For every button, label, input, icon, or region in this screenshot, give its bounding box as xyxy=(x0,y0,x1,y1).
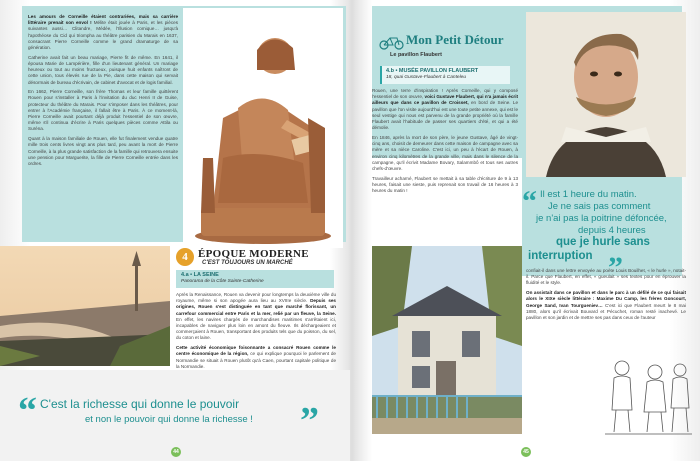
seine-text xyxy=(176,292,336,373)
pull-quote xyxy=(0,370,350,461)
corneille-text xyxy=(28,14,178,171)
big-quote-line-2: Je ne sais pas comment xyxy=(548,201,651,212)
corneille-paragraph-4: Quant à la maison familiale de Rouen, elle fut finalement vendue quatre mille trois cents livres vingt ans plus tard, peu avant la mort de Pierre Corneille, à la plus grande satisfaction de la famille qui retrouvera ensuite une pension pour Marguerite, la fille de Pierre Corneille entrée dans les ordres. xyxy=(28,136,178,166)
big-quote-line-1: Il est 1 heure du matin. xyxy=(540,189,637,200)
flaubert-paragraph-5: On assistait dans ce pavillon et dans le parc à un défilé de ce qui faisait alors le XIXe siècle littéraire : Maxime Du Camp, les frères Goncourt, George Sand, Ivan Tourgueniev… C'est ici que Flaubert meurt le 8 mai 1880, alors qu'il écrivait Bouvard et Pécuchet, roman resté inachevé. Le pavillon et son jardin et de mettre ses pas dans ceux de l'auteur xyxy=(526,290,686,320)
pavillon-label-title: 4.b • MUSÉE PAVILLON FLAUBERT xyxy=(386,68,479,74)
right-page xyxy=(350,0,700,461)
section-title: ÉPOQUE MODERNE xyxy=(198,248,309,260)
mon-petit-detour-title: Mon Petit Détour xyxy=(406,32,504,47)
big-quote-open-icon: “ xyxy=(522,185,537,218)
open-quote-icon: “ xyxy=(18,390,37,432)
corneille-statue-photo xyxy=(183,8,343,248)
flaubert-text xyxy=(372,88,518,198)
flaubert-portrait xyxy=(526,12,686,177)
section-subtitle: C'EST TOUJOURS UN MARCHÉ xyxy=(202,260,293,266)
close-quote-icon: ” xyxy=(300,400,319,442)
mon-petit-detour-subtitle: Le pavillon Flaubert xyxy=(390,52,442,58)
pull-quote-line-2: et non le pouvoir qui donne la richesse ! xyxy=(85,414,253,425)
bike-icon xyxy=(378,34,406,50)
pull-quote-line-1: C'est la richesse qui donne le pouvoir xyxy=(40,397,240,411)
flaubert-paragraph-4: confiait-il dans une lettre envoyée au poète Louis Bouilhet, « le hurle », notait-il. Parce que Flaubert, en effet, « gueulait » ses textes pour en éprouver la fluidité et le style. xyxy=(526,268,686,286)
seine-paragraph-1: Après la Renaissance, Rouen va devenir pour longtemps la deuxième ville du royaume, même si son apogée aura lieu au XVIIIe siècle. Depuis ses origines, Rouen s'est distinguée en tant que marché florissant, un carrefour commercial entre Paris et la mer, relié par un fleuve, la Seine. En effet, les navires chargés de marchandises maritimes s'arrêtaient ici, incapables de naviguer plus loin en amont du fleuve. Ils déchargeaient et commerçaient à Rouen, transportant des produits tels que du poisson, du sel, du coton et laine. xyxy=(176,292,336,341)
seine-panorama-photo xyxy=(0,246,170,366)
flaubert-paragraph-2: En 1846, après la mort de son père, le jeune Gustave, âgé de vingt-cinq ans, choisit de demeurer dans cette maison de campagne avec sa mère et sa nièce Caroline. C'est ici, un peu à l'écart de Rouen, à environ cinq kilomètres de la grande ville, mais dans le silence de la campagne, qu'il écrivit Madame Bovary, Salammbô et tous ses autres chefs-d'œuvre. xyxy=(372,134,518,171)
flaubert-text-2 xyxy=(526,268,686,325)
corneille-paragraph-1: Les amours de Corneille étaient contrariées, mais sa carrière littéraire prenait son envol ! Mélite était jouée à Paris, et les pièces suivantes aussi… Clitandre, Médée, l'Illusion comique… jusqu'à l'apothéose du Cid qui triompha au théâtre parisien du Marais en 1637, consacrant Pierre Corneille comme le grand dramaturge de sa génération. xyxy=(28,14,178,51)
big-quote-close-icon: ” xyxy=(608,251,623,284)
flaubert-paragraph-1: Rouen, une terre d'inspiration ! Après Corneille, qui y composé l'essentiel de son œuvre, voici Gustave Flaubert, qui n'a jamais écrit ailleurs que dans ce pavillon de Croisset, en bord de Seine. Le pavillon que l'on visite aujourd'hui est une toute petite annexe, qui est le seul vestige qui nous est parvenu de la grande propriété où la famille Flaubert avait l'habitude de passer ses quartiers d'été, et qui a été démolie. xyxy=(372,88,519,131)
big-quote-line-4: depuis 4 heures xyxy=(578,225,646,236)
big-quote-line-3: je n'ai pas la poitrine défoncée, xyxy=(536,213,667,224)
section-number-badge: 4 xyxy=(176,248,194,266)
seine-label-subtitle: Panorama de la Côte Sainte-Catherine xyxy=(181,279,264,284)
seine-label-title: 4.a • LA SEINE xyxy=(181,272,219,278)
pavillon-flaubert-photo xyxy=(372,246,522,434)
pavillon-label xyxy=(380,66,510,84)
corneille-paragraph-2: Catherine avait fait un beau mariage, Pierre fit de même. En 1641, il épousa Marie de Lampérière, fille d'un lieutenant général. Un mariage heureux ou tout au moins fructueux, puisque huit enfants naîtront de cette union, tous élevés rue de la Pie, dans cette maison qui servait désormais de bureau d'écrivain, de cabinet d'avocat et de logis familial. xyxy=(28,54,178,85)
flaubert-paragraph-3: Travailleur acharné, Flaubert se mettait à sa table d'écriture de 9 à 13 heures, faisait une sieste, puis reprenait son travail de 16 heures à 3 heures du matin ! xyxy=(372,175,518,194)
writers-sketch-illustration xyxy=(600,350,696,440)
page-number: 44 xyxy=(171,447,181,457)
big-quote-line-6: interruption xyxy=(528,250,593,262)
seine-label xyxy=(176,270,334,288)
corneille-paragraph-3: En 1662, Pierre Corneille, son frère Thomas et leur famille quittèrent Rouen pour s'installer à Paris à l'invitation du duc Henri II de Guise, protecteur du théâtre du Marais. Pour s'imposer dans les théâtres, pour entrer à l'Académie française, il fallait être à Paris. À ce moment-là, Pierre Corneille avait pourtant déjà produit l'essentiel de son œuvre, même s'il continua d'écrire à Paris quelques pièces comme Attila ou Suréna. xyxy=(28,89,178,132)
pavillon-label-subtitle: 18, quai Gustave-Flaubert à Canteleu xyxy=(386,75,466,80)
big-quote-line-5: que je hurle sans xyxy=(556,236,650,248)
page-number-right: 45 xyxy=(521,447,531,457)
seine-paragraph-2: Cette activité économique foisonnante a consacré Rouen comme le centre économique de la région, ce qui explique pourquoi le parlement de Normandie se situait à Rouen plutôt qu'à Caen, pourtant capitale politique de la Normandie. xyxy=(176,345,336,369)
